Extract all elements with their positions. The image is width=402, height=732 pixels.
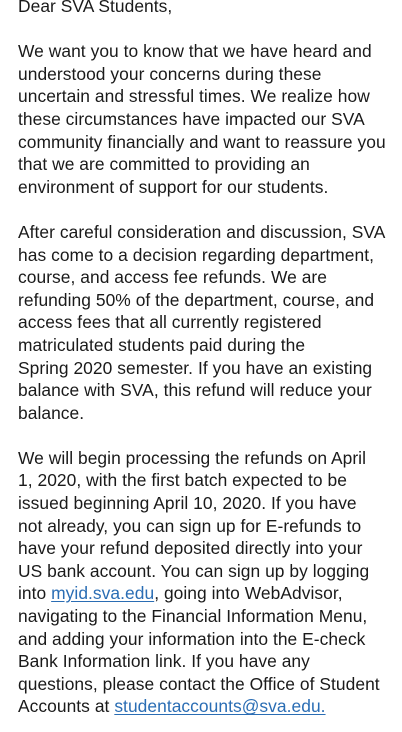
paragraph-line: balance with SVA, this refund will reduce your — [18, 380, 372, 401]
myid-line-after: , going into WebAdvisor, — [154, 583, 343, 604]
paragraph-line: has come to a decision regarding department, — [18, 244, 375, 265]
paragraph-line: questions, please contact the Office of Student — [18, 673, 380, 694]
email-body — [18, 0, 398, 718]
paragraph-gap — [18, 18, 398, 41]
paragraph-line: not already, you can sign up for E-refunds to — [18, 515, 362, 536]
paragraph-line: After careful consideration and discussion, SVA — [18, 221, 386, 242]
paragraph-line: that we are committed to providing an — [18, 154, 310, 175]
paragraph-line: We want you to know that we have heard and — [18, 41, 372, 62]
paragraph-line: 1, 2020, with the first batch expected to be — [18, 470, 347, 491]
contact-line-before: Accounts at — [18, 696, 115, 717]
paragraph-gap — [18, 424, 398, 447]
paragraph-line: US bank account. You can sign up by logging — [18, 560, 370, 581]
paragraph-line: community financially and want to reassure you — [18, 131, 386, 152]
paragraph-gap — [18, 198, 398, 221]
paragraph-line: environment of support for our students. — [18, 176, 329, 197]
paragraph-3 — [18, 447, 398, 718]
paragraph-1 — [18, 40, 398, 198]
greeting: Dear SVA Students, — [18, 0, 173, 16]
paragraph-line: these circumstances have impacted our SVA — [18, 108, 365, 129]
paragraph-line: matriculated students paid during the — [18, 334, 306, 355]
student-accounts-email-link[interactable]: studentaccounts@sva.edu. — [114, 696, 326, 717]
paragraph-line: have your refund deposited directly into your — [18, 538, 363, 559]
paragraph-line: Spring 2020 semester. If you have an existing — [18, 357, 373, 378]
paragraph-line: refunding 50% of the department, course, and — [18, 289, 375, 310]
paragraph-line: course, and access fee refunds. We are — [18, 267, 327, 288]
myid-line-before: into — [18, 583, 52, 604]
paragraph-2 — [18, 221, 398, 424]
paragraph-line: issued beginning April 10, 2020. If you have — [18, 493, 357, 514]
paragraph-line: understood your concerns during these — [18, 63, 322, 84]
paragraph-line: uncertain and stressful times. We realize how — [18, 86, 370, 107]
paragraph-line: We will begin processing the refunds on April — [18, 447, 366, 468]
myid-line — [18, 582, 398, 605]
paragraph-line: Bank Information link. If you have any — [18, 651, 310, 672]
paragraph-line: and adding your information into the E-check — [18, 628, 366, 649]
contact-line — [18, 695, 398, 718]
myid-link[interactable]: myid.sva.edu — [51, 583, 155, 604]
paragraph-line: navigating to the Financial Information Menu, — [18, 606, 368, 627]
paragraph-line: balance. — [18, 402, 85, 423]
paragraph-line: access fees that all currently registered — [18, 312, 322, 333]
